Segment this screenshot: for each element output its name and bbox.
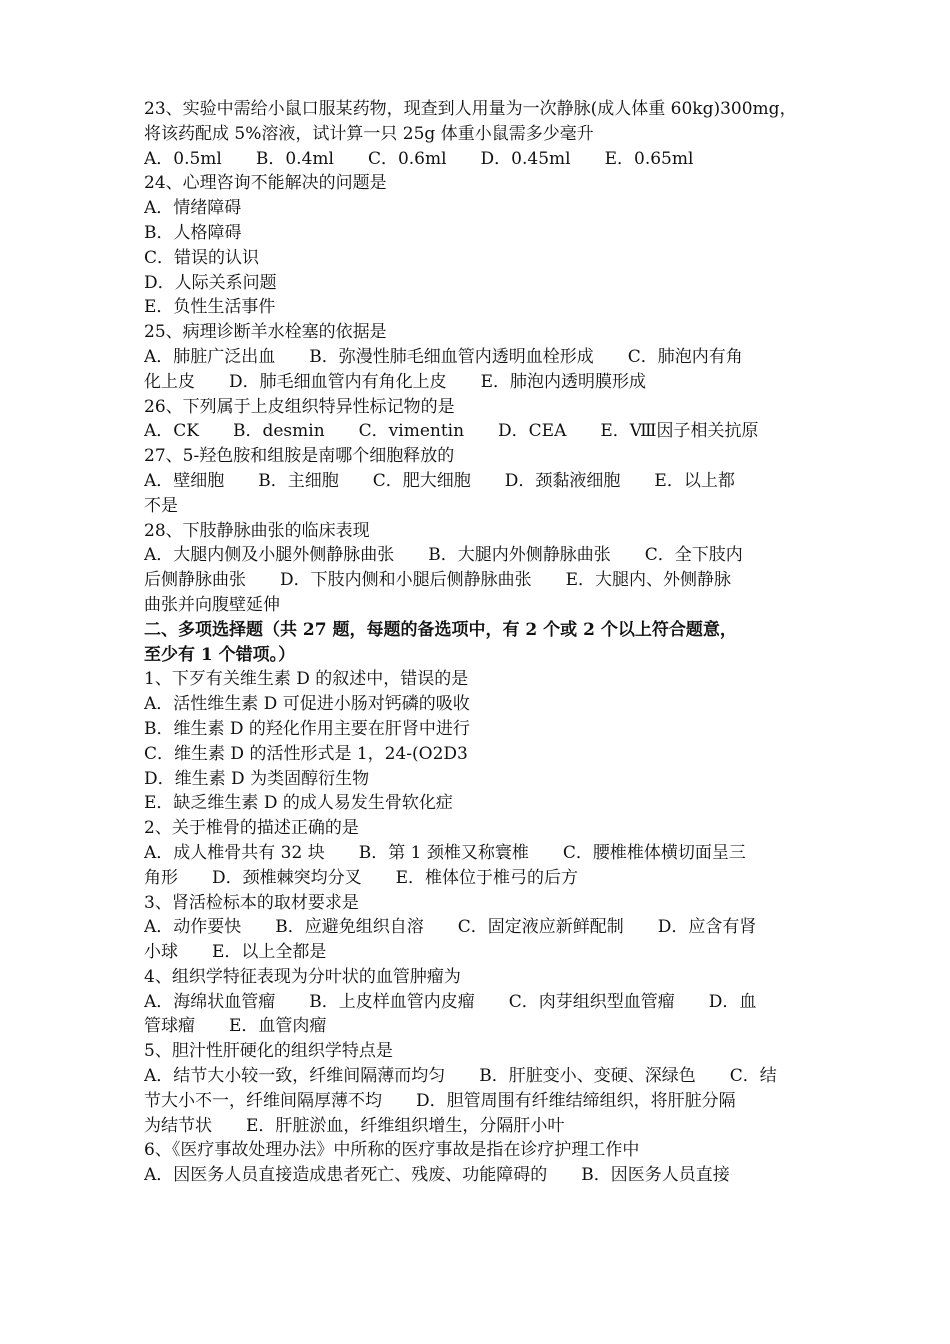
text-line: 26、下列属于上皮组织特异性标记物的是 bbox=[144, 396, 455, 417]
text-line: 后侧静脉曲张 D．下肢内侧和小腿后侧静脉曲张 E．大腿内、外侧静脉 bbox=[144, 570, 732, 591]
text-line: 将该药配成 5%溶液，试计算一只 25g 体重小鼠需多少毫升 bbox=[144, 123, 594, 144]
text-line: 小球 E．以上全都是 bbox=[144, 942, 327, 963]
text-line: A．大腿内侧及小腿外侧静脉曲张 B．大腿内外侧静脉曲张 C．全下肢内 bbox=[144, 545, 743, 566]
text-line: 5、胆汁性肝硬化的组织学特点是 bbox=[144, 1041, 393, 1062]
text-line: A．壁细胞 B．主细胞 C．肥大细胞 D．颈黏液细胞 E．以上都 bbox=[144, 470, 735, 491]
text-line: A．情绪障碍 bbox=[144, 198, 242, 219]
text-line: 3、肾活检标本的取材要求是 bbox=[144, 892, 359, 913]
text-line: A．0.5ml B．0.4ml C．0.6ml D．0.45ml E．0.65ml bbox=[144, 148, 694, 169]
text-line: 不是 bbox=[144, 495, 178, 516]
text-line: 节大小不一，纤维间隔厚薄不均 D．胆管周围有纤维结缔组织，将肝脏分隔 bbox=[144, 1090, 736, 1111]
text-line: 25、病理诊断羊水栓塞的依据是 bbox=[144, 322, 387, 343]
text-line: B．维生素 D 的羟化作用主要在肝肾中进行 bbox=[144, 718, 470, 739]
text-line: D．维生素 D 为类固醇衍生物 bbox=[144, 768, 370, 789]
document-page bbox=[144, 97, 812, 1188]
text-line: 角形 D．颈椎棘突均分叉 E．椎体位于椎弓的后方 bbox=[144, 867, 579, 888]
text-line: 24、心理咨询不能解决的问题是 bbox=[144, 173, 387, 194]
text-line: B．人格障碍 bbox=[144, 222, 242, 243]
text-line: 化上皮 D．肺毛细血管内有角化上皮 E．肺泡内透明膜形成 bbox=[144, 371, 647, 392]
text-line: A．结节大小较一致，纤维间隔薄而均匀 B．肝脏变小、变硬、深绿色 C．结 bbox=[144, 1066, 777, 1087]
section-heading-line: 至少有 1 个错项。） bbox=[144, 644, 296, 665]
text-line: A．CK B．desmin C．vimentin D．CEA E．Ⅷ因子相关抗原 bbox=[144, 421, 759, 442]
text-line: A．肺脏广泛出血 B．弥漫性肺毛细血管内透明血栓形成 C．肺泡内有角 bbox=[144, 346, 743, 367]
text-line: A．因医务人员直接造成患者死亡、残废、功能障碍的 B．因医务人员直接 bbox=[144, 1165, 730, 1186]
text-line: A．海绵状血管瘤 B．上皮样血管内皮瘤 C．肉芽组织型血管瘤 D．血 bbox=[144, 991, 757, 1012]
text-line: 曲张并向腹壁延伸 bbox=[144, 594, 280, 615]
text-line: C．维生素 D 的活性形式是 1，24-(O2D3 bbox=[144, 743, 468, 764]
text-line: 2、关于椎骨的描述正确的是 bbox=[144, 818, 359, 839]
text-line: 为结节状 E．肝脏淤血，纤维组织增生，分隔肝小叶 bbox=[144, 1115, 565, 1136]
text-line: 管球瘤 E．血管肉瘤 bbox=[144, 1016, 327, 1037]
text-line: 1、下歹有关维生素 D 的叙述中，错误的是 bbox=[144, 669, 469, 690]
text-line: A．动作要快 B．应避免组织自溶 C．固定液应新鲜配制 D．应含有肾 bbox=[144, 917, 757, 938]
text-line: C．错误的认识 bbox=[144, 247, 260, 268]
text-line: 23、实验中需给小鼠口服某药物，现查到人用量为一次静脉(成人体重 60kg)300mg， bbox=[144, 99, 797, 119]
section-heading-line: 二、多项选择题（共 27 题，每题的备选项中，有 2 个或 2 个以上符合题意， bbox=[144, 619, 737, 640]
text-line: 4、组织学特征表现为分叶状的血管肿瘤为 bbox=[144, 966, 461, 987]
text-line: A．活性维生素 D 可促进小肠对钙磷的吸收 bbox=[144, 694, 470, 715]
text-line: 28、下肢静脉曲张的临床表现 bbox=[144, 520, 370, 541]
text-line: 6、《医疗事故处理办法》中所称的医疗事故是指在诊疗护理工作中 bbox=[144, 1140, 640, 1161]
text-line: 27、5-羟色胺和组胺是南哪个细胞释放的 bbox=[144, 446, 455, 467]
text-line: E．缺乏维生素 D 的成人易发生骨软化症 bbox=[144, 793, 453, 814]
text-line: A．成人椎骨共有 32 块 B．第 1 颈椎又称寰椎 C．腰椎椎体横切面呈三 bbox=[144, 842, 746, 863]
text-line: D．人际关系问题 bbox=[144, 272, 277, 293]
text-line: E．负性生活事件 bbox=[144, 297, 276, 318]
